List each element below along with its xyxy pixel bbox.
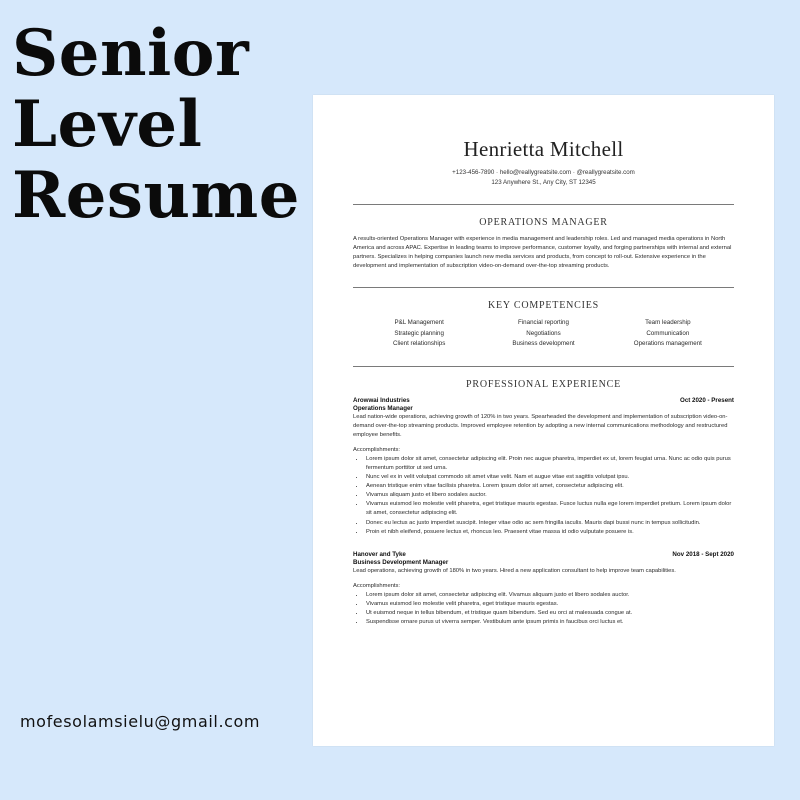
job-title: Operations Manager <box>353 404 413 412</box>
accomplishment-item: • Lorem ipsum dolor sit amet, consectetur adipiscing elit. Vivamus aliquam justo et libero sodales auctor. <box>365 591 734 600</box>
job-entry <box>353 551 734 627</box>
accomplishment-item: • Lorem ipsum dolor sit amet, consectetur adipiscing elit. Proin nec augue pharetra, imperdiet ex ut, lorem feugiat urna. Nunc ac odio quis purus fermentum porttitor ut sed urna. <box>365 455 734 473</box>
accomplishment-item: • Aenean tristique enim vitae facilisis pharetra. Lorem ipsum dolor sit amet, consectetur adipiscing elit. <box>365 482 734 491</box>
job-dates: Nov 2018 - Sept 2020 <box>672 550 734 558</box>
section-divider <box>353 287 734 288</box>
competency-item: Client relationships <box>393 340 446 348</box>
competency-item: Team leadership <box>645 319 691 327</box>
competency-item: P&L Management <box>394 319 444 327</box>
contact-line-2: 123 Anywhere St., Any City, ST 12345 <box>491 179 596 186</box>
competency-item: Communication <box>646 329 690 337</box>
footer-email: mofesolamsielu@gmail.com <box>20 712 261 731</box>
section-divider <box>353 366 734 367</box>
competencies-title: KEY COMPETENCIES <box>487 300 600 312</box>
job-header <box>353 551 734 558</box>
competency-item: Operations management <box>633 340 702 348</box>
accomplishments-list <box>353 455 734 537</box>
accomplishment-item: • Ut euismod neque in tellus bibendum, et tristique quam bibendum. Sed eu orci at malesuada congue at. <box>365 609 734 618</box>
resume-name: Henrietta Mitchell <box>463 137 624 161</box>
job-company: Arowwai Industries <box>353 396 410 404</box>
resume-summary: A results-oriented Operations Manager with experience in media management and leadership roles. Led and managed media operations in North America and across APAC. Expertise in leading teams to improve performance, customer loyalty, and forging partnerships with internal and external partners. Specializes in helping companies launch new media services and products, from concept to roll-out. Extensive experience in the development and implementation of subscription video-on-demand over-the-top streaming products. <box>353 236 732 270</box>
experience-title: PROFESSIONAL EXPERIENCE <box>466 378 621 390</box>
headline-line-3: Resume <box>12 158 300 233</box>
job-entry <box>353 397 734 537</box>
contact-line-1: +123-456-7890 · hello@reallygreatsite.com · @reallygreatsite.com <box>452 169 635 176</box>
accomplishment-item: • Vivamus euismod leo molestie velit pharetra, eget tristique mauris egestas. Fusce luctus nulla ege lorem imperdiet pretium. Lorem ipsum dolor sit amet, consectetur adipiscing elit. <box>365 500 734 518</box>
accomplishments-list <box>353 591 734 627</box>
competency-item: Negotiations <box>526 329 561 337</box>
accomplishments-label: Accomplishments: <box>353 446 401 453</box>
job-description: Lead operations, achieving growth of 180% in two years. Hired a new application consultant to help improve team capabilities. <box>353 567 676 574</box>
job-title: Business Development Manager <box>353 558 449 566</box>
section-divider <box>353 204 734 205</box>
headline-line-2: Level <box>12 87 203 162</box>
competencies-grid <box>357 318 730 350</box>
resume-contact <box>353 168 734 188</box>
accomplishment-item: • Vivamus aliquam justo et libero sodales auctor. <box>365 491 734 500</box>
competency-item: Strategic planning <box>394 329 444 337</box>
accomplishment-item: • Vivamus euismod leo molestie velit pharetra, eget tristique mauris egestas. <box>365 600 734 609</box>
accomplishment-item: • Proin et nibh eleifend, posuere lectus et, rhoncus leo. Praesent vitae massa id odio vulputate posuere is. <box>365 528 734 537</box>
job-header <box>353 397 734 404</box>
accomplishment-item: • Donec eu lectus ac justo imperdiet suscipit. Integer vitae odio ac sem fringilla iaculis. Mauris dapi bussi nunc in tempus sollicitudin. <box>365 519 734 528</box>
job-dates: Oct 2020 - Present <box>680 396 734 404</box>
competency-item: Business development <box>512 340 575 348</box>
headline-line-1: Senior <box>12 16 250 91</box>
accomplishments-label: Accomplishments: <box>353 582 401 589</box>
competency-item: Financial reporting <box>518 319 569 327</box>
accomplishment-item: • Nunc vel ex in velit volutpat commodo sit amet vitae velit. Nam et augue vitae est sagittis volutpat ipsu. <box>365 473 734 482</box>
job-description: Lead nation-wide operations, achieving growth of 120% in two years. Spearheaded the development and implementation of subscription video-on-demand over-the-top streaming products. Improved employee retention by adopting a new internal communications methodology and restructured employee benefits. <box>353 413 728 438</box>
resume-job-headline: OPERATIONS MANAGER <box>479 217 608 228</box>
accomplishment-item: • Suspendisse ornare purus ut viverra semper. Vestibulum ante ipsum primis in faucibus orci luctus et. <box>365 618 734 627</box>
job-company: Hanover and Tyke <box>353 550 406 558</box>
resume-sheet <box>313 95 774 746</box>
page-headline <box>12 18 300 231</box>
